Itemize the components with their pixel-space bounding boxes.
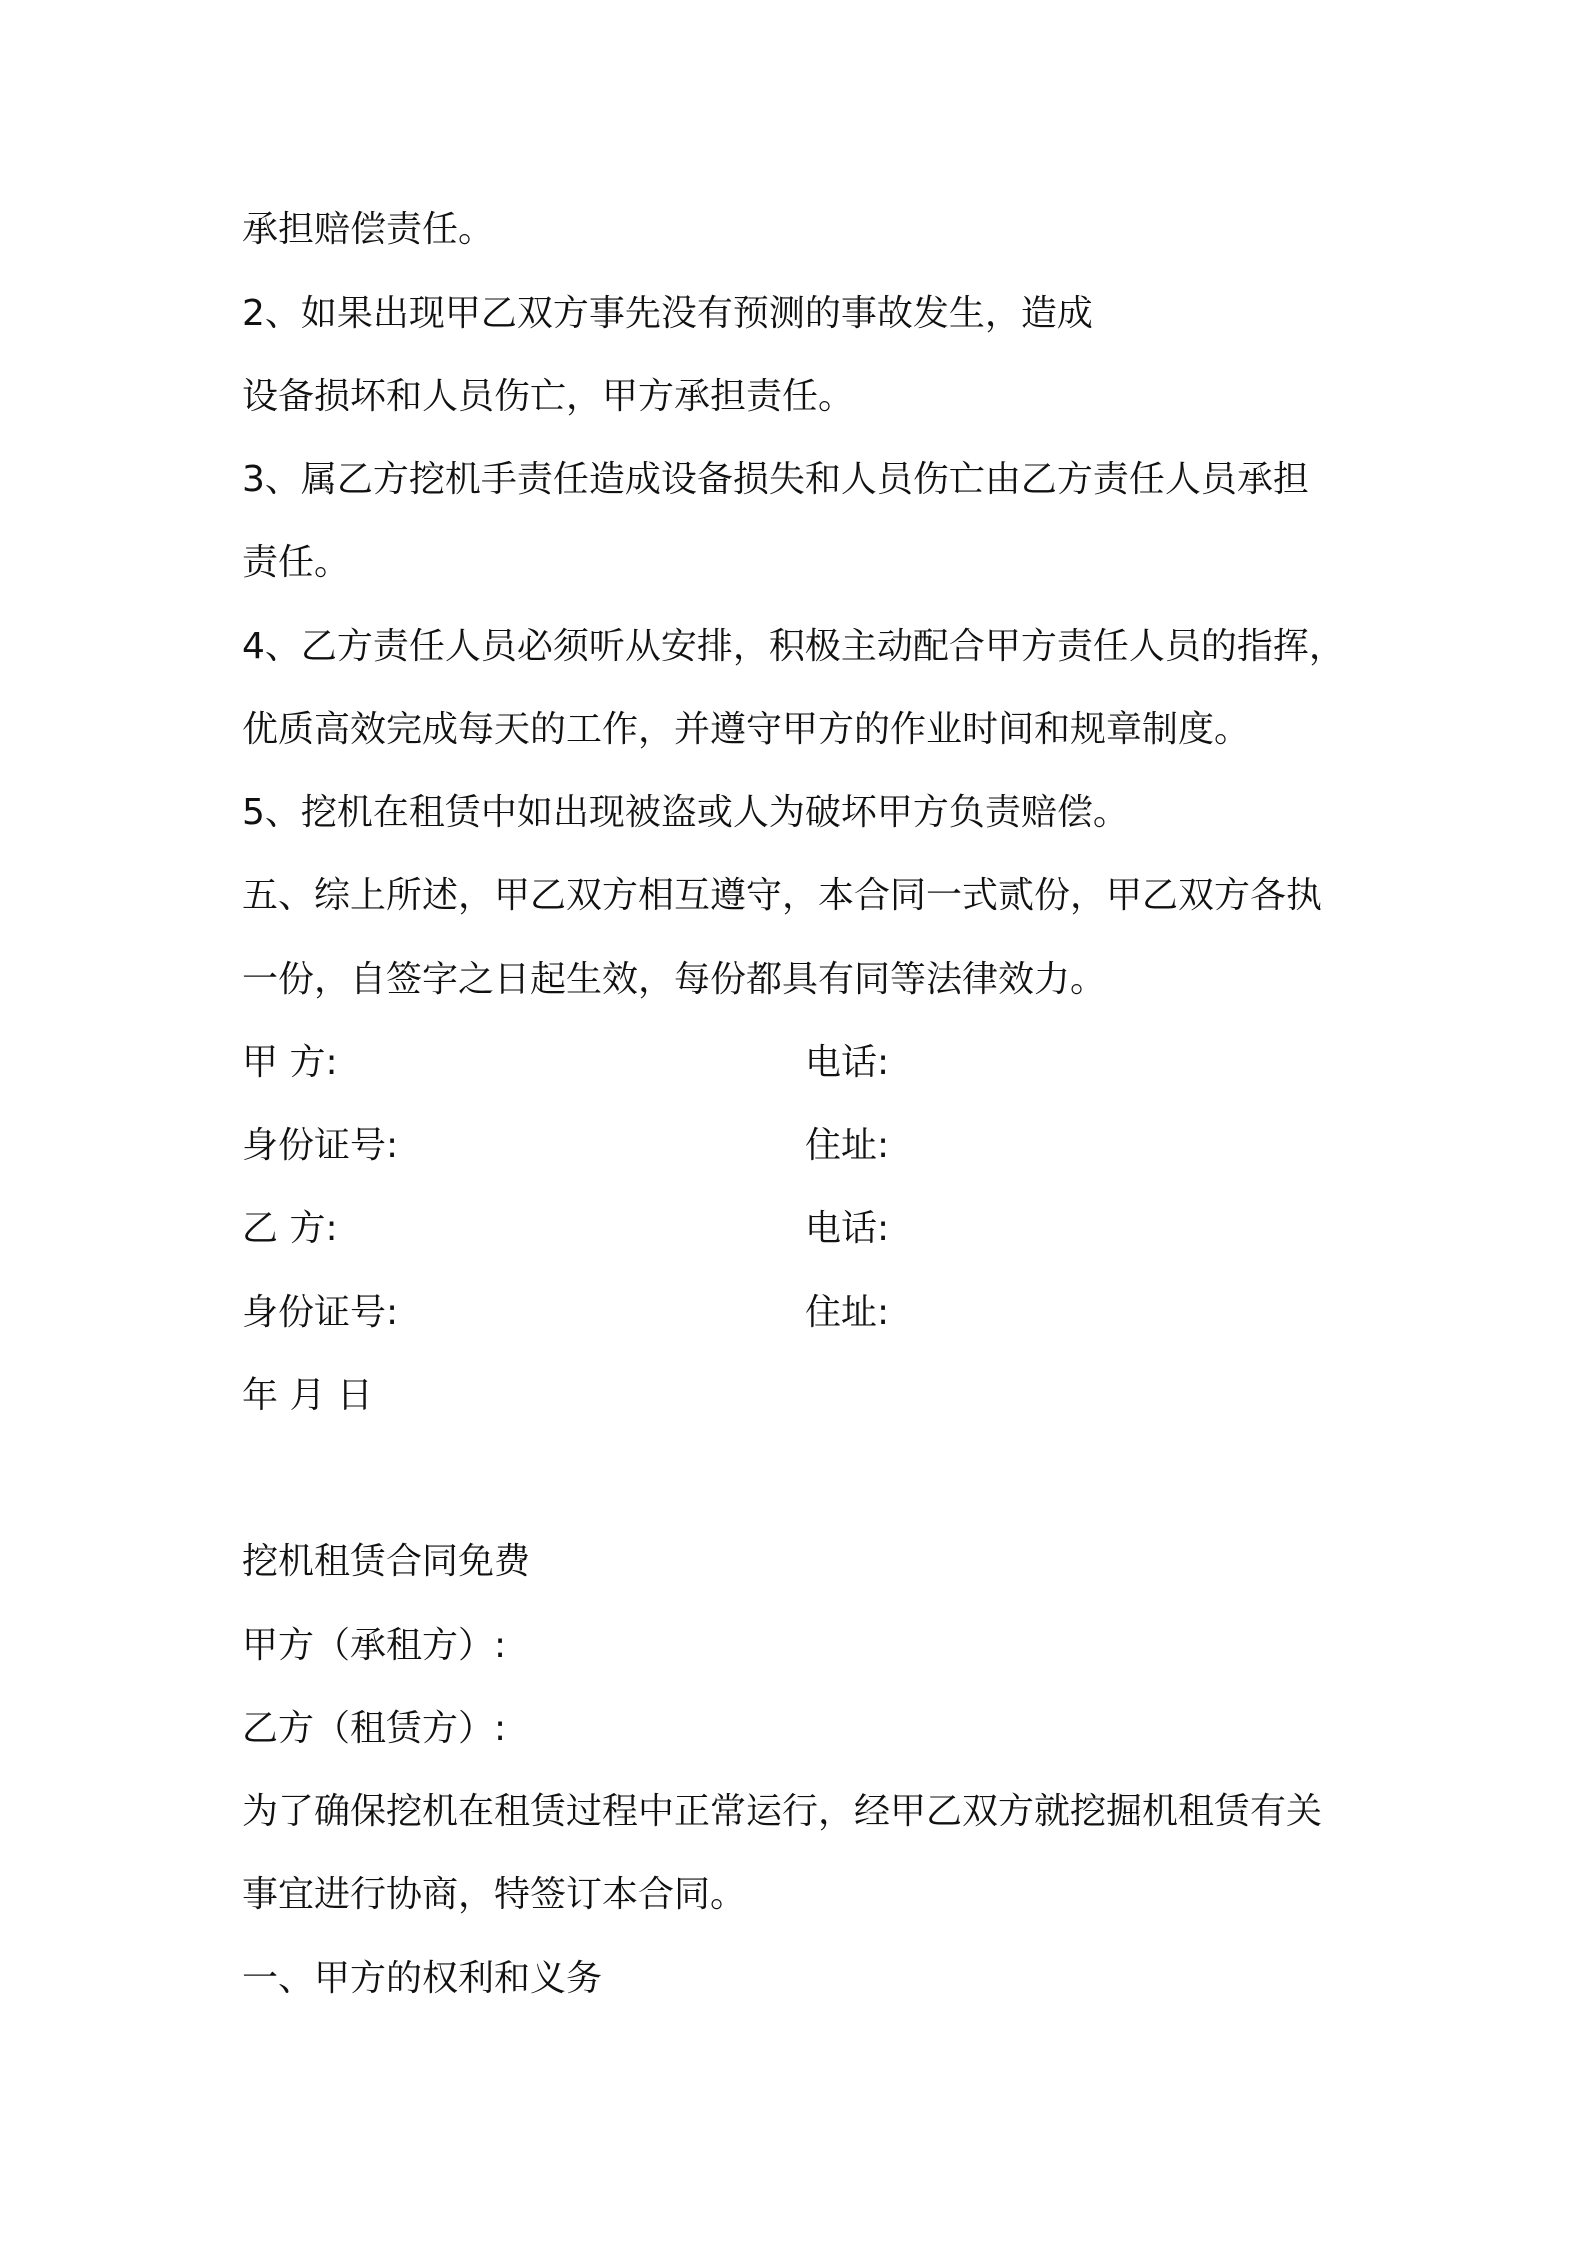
signature-date: 年 月 日: [242, 1375, 373, 1416]
signature-party-a: 甲 方:: [242, 1042, 338, 1083]
second-contract-party-b: 乙方（租赁方）:: [242, 1708, 507, 1749]
paragraph-line: 4、乙方责任人员必须听从安排，积极主动配合甲方责任人员的指挥，: [242, 626, 1345, 667]
section-heading: 一、甲方的权利和义务: [242, 1958, 603, 1999]
paragraph-line: 一份，自签字之日起生效，每份都具有同等法律效力。: [242, 959, 1107, 1000]
second-contract-intro: 事宜进行协商，特签订本合同。: [242, 1874, 747, 1915]
paragraph-line: 2、如果出现甲乙双方事先没有预测的事故发生，造成: [242, 293, 1093, 334]
paragraph-line: 5、挖机在租赁中如出现被盗或人为破坏甲方负责赔偿。: [242, 792, 1129, 833]
signature-party-b: 乙 方:: [242, 1208, 338, 1249]
signature-address-a: 住址:: [805, 1125, 890, 1166]
signature-id-a: 身份证号:: [242, 1125, 399, 1166]
paragraph-line: 责任。: [242, 542, 351, 583]
second-contract-title: 挖机租赁合同免费: [242, 1541, 531, 1582]
paragraph-line: 优质高效完成每天的工作，并遵守甲方的作业时间和规章制度。: [242, 709, 1251, 750]
signature-phone-a: 电话:: [805, 1042, 890, 1083]
paragraph-line: 3、属乙方挖机手责任造成设备损失和人员伤亡由乙方责任人员承担: [242, 459, 1309, 500]
paragraph-line: 设备损坏和人员伤亡，甲方承担责任。: [242, 376, 855, 417]
signature-phone-b: 电话:: [805, 1208, 890, 1249]
signature-address-b: 住址:: [805, 1292, 890, 1333]
second-contract-intro: 为了确保挖机在租赁过程中正常运行，经甲乙双方就挖掘机租赁有关: [242, 1791, 1323, 1832]
paragraph-line: 五、综上所述，甲乙双方相互遵守，本合同一式贰份，甲乙双方各执: [242, 875, 1323, 916]
signature-id-b: 身份证号:: [242, 1292, 399, 1333]
paragraph-line: 承担赔偿责任。: [242, 209, 495, 250]
second-contract-party-a: 甲方（承租方）:: [242, 1625, 507, 1666]
